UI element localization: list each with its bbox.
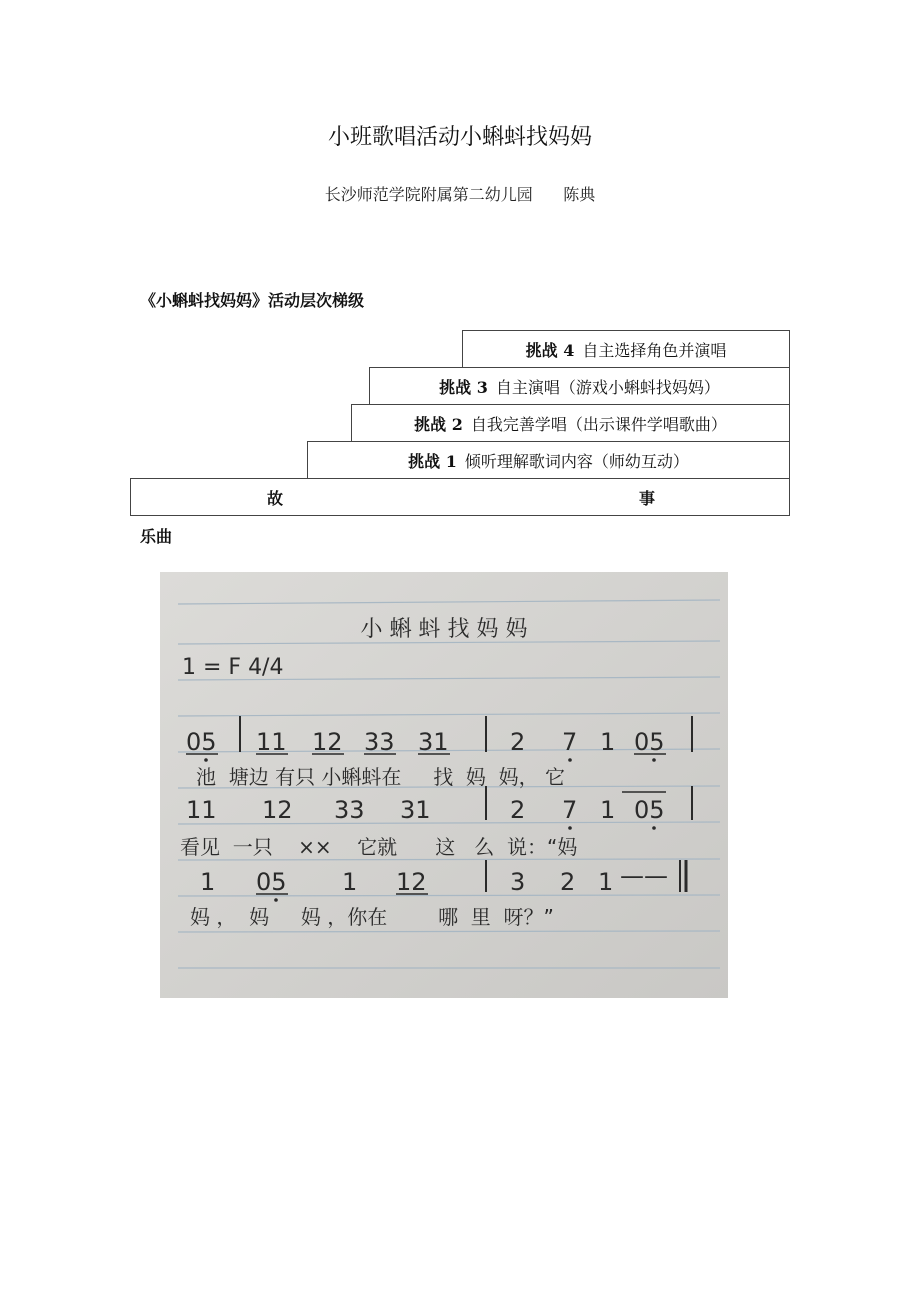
note: 7 [562,796,578,824]
document-title: 小班歌唱活动小蝌蚪找妈妈 [327,125,592,150]
score-lyrics-2: 看见 一只 ×× 它就 这 么 说：“妈 [180,835,578,859]
ladder-step-label: 挑战 3 [439,377,488,397]
score-photo [160,572,728,998]
note: 31 [418,728,449,756]
ladder-step-text: 倾听理解歌词内容（师幼互动） [464,451,689,471]
note: 3 [510,868,526,896]
note: 7 [562,728,578,756]
ladder-step-label: 挑战 4 [525,340,575,360]
note: 12 [396,868,427,896]
note: 33 [334,796,365,824]
note: 1 [342,868,358,896]
ladder-base-left: 故 [267,488,284,508]
score-lyrics-1: 池 塘边 有只 小蝌蚪在 找 妈 妈， 它 [196,765,566,789]
ladder-step-4 [462,330,790,368]
note: 33 [364,728,395,756]
score-key: 1 = F 4/4 [182,655,284,680]
ladder-step-label: 挑战 1 [408,451,457,471]
music-heading: 乐曲 [140,527,173,546]
note: 1 [600,796,616,824]
note: 05 [186,728,217,756]
note: 12 [312,728,343,756]
score-title: 小 蝌 蚪 找 妈 妈 [360,617,528,642]
note: 1 [600,728,616,756]
ladder-step-text: 自我完善学唱（出示课件学唱歌曲） [470,414,727,434]
ladder-heading: 《小蝌蚪找妈妈》活动层次梯级 [140,291,365,310]
note: 11 [186,796,217,824]
ladder-base-story [130,478,790,516]
note: 05 [634,796,665,824]
document-author: 长沙师范学院附属第二幼儿园 陈典 [324,185,596,204]
note: 31 [400,796,431,824]
note: 11 [256,728,287,756]
note: 05 [256,868,287,896]
ladder-step-1 [307,441,790,479]
ladder-step-text: 自主演唱（游戏小蝌蚪找妈妈） [495,377,720,397]
note: 12 [262,796,293,824]
ladder-base-right: 事 [639,488,656,508]
ladder-step-text: 自主选择角色并演唱 [582,340,727,360]
score-lyrics-3: 妈 ， 妈 妈 ，你在 哪 里 呀？” [190,905,554,929]
note: 05 [634,728,665,756]
ladder-step-3 [369,367,790,405]
note: 2 [560,868,576,896]
score-sheet [160,572,728,998]
note: —— [620,862,668,890]
note: 1 [200,868,216,896]
ladder-step-label: 挑战 2 [414,414,463,434]
note: 1 [598,868,614,896]
note: 2 [510,796,526,824]
ladder-step-2 [351,404,790,442]
note: 2 [510,728,526,756]
